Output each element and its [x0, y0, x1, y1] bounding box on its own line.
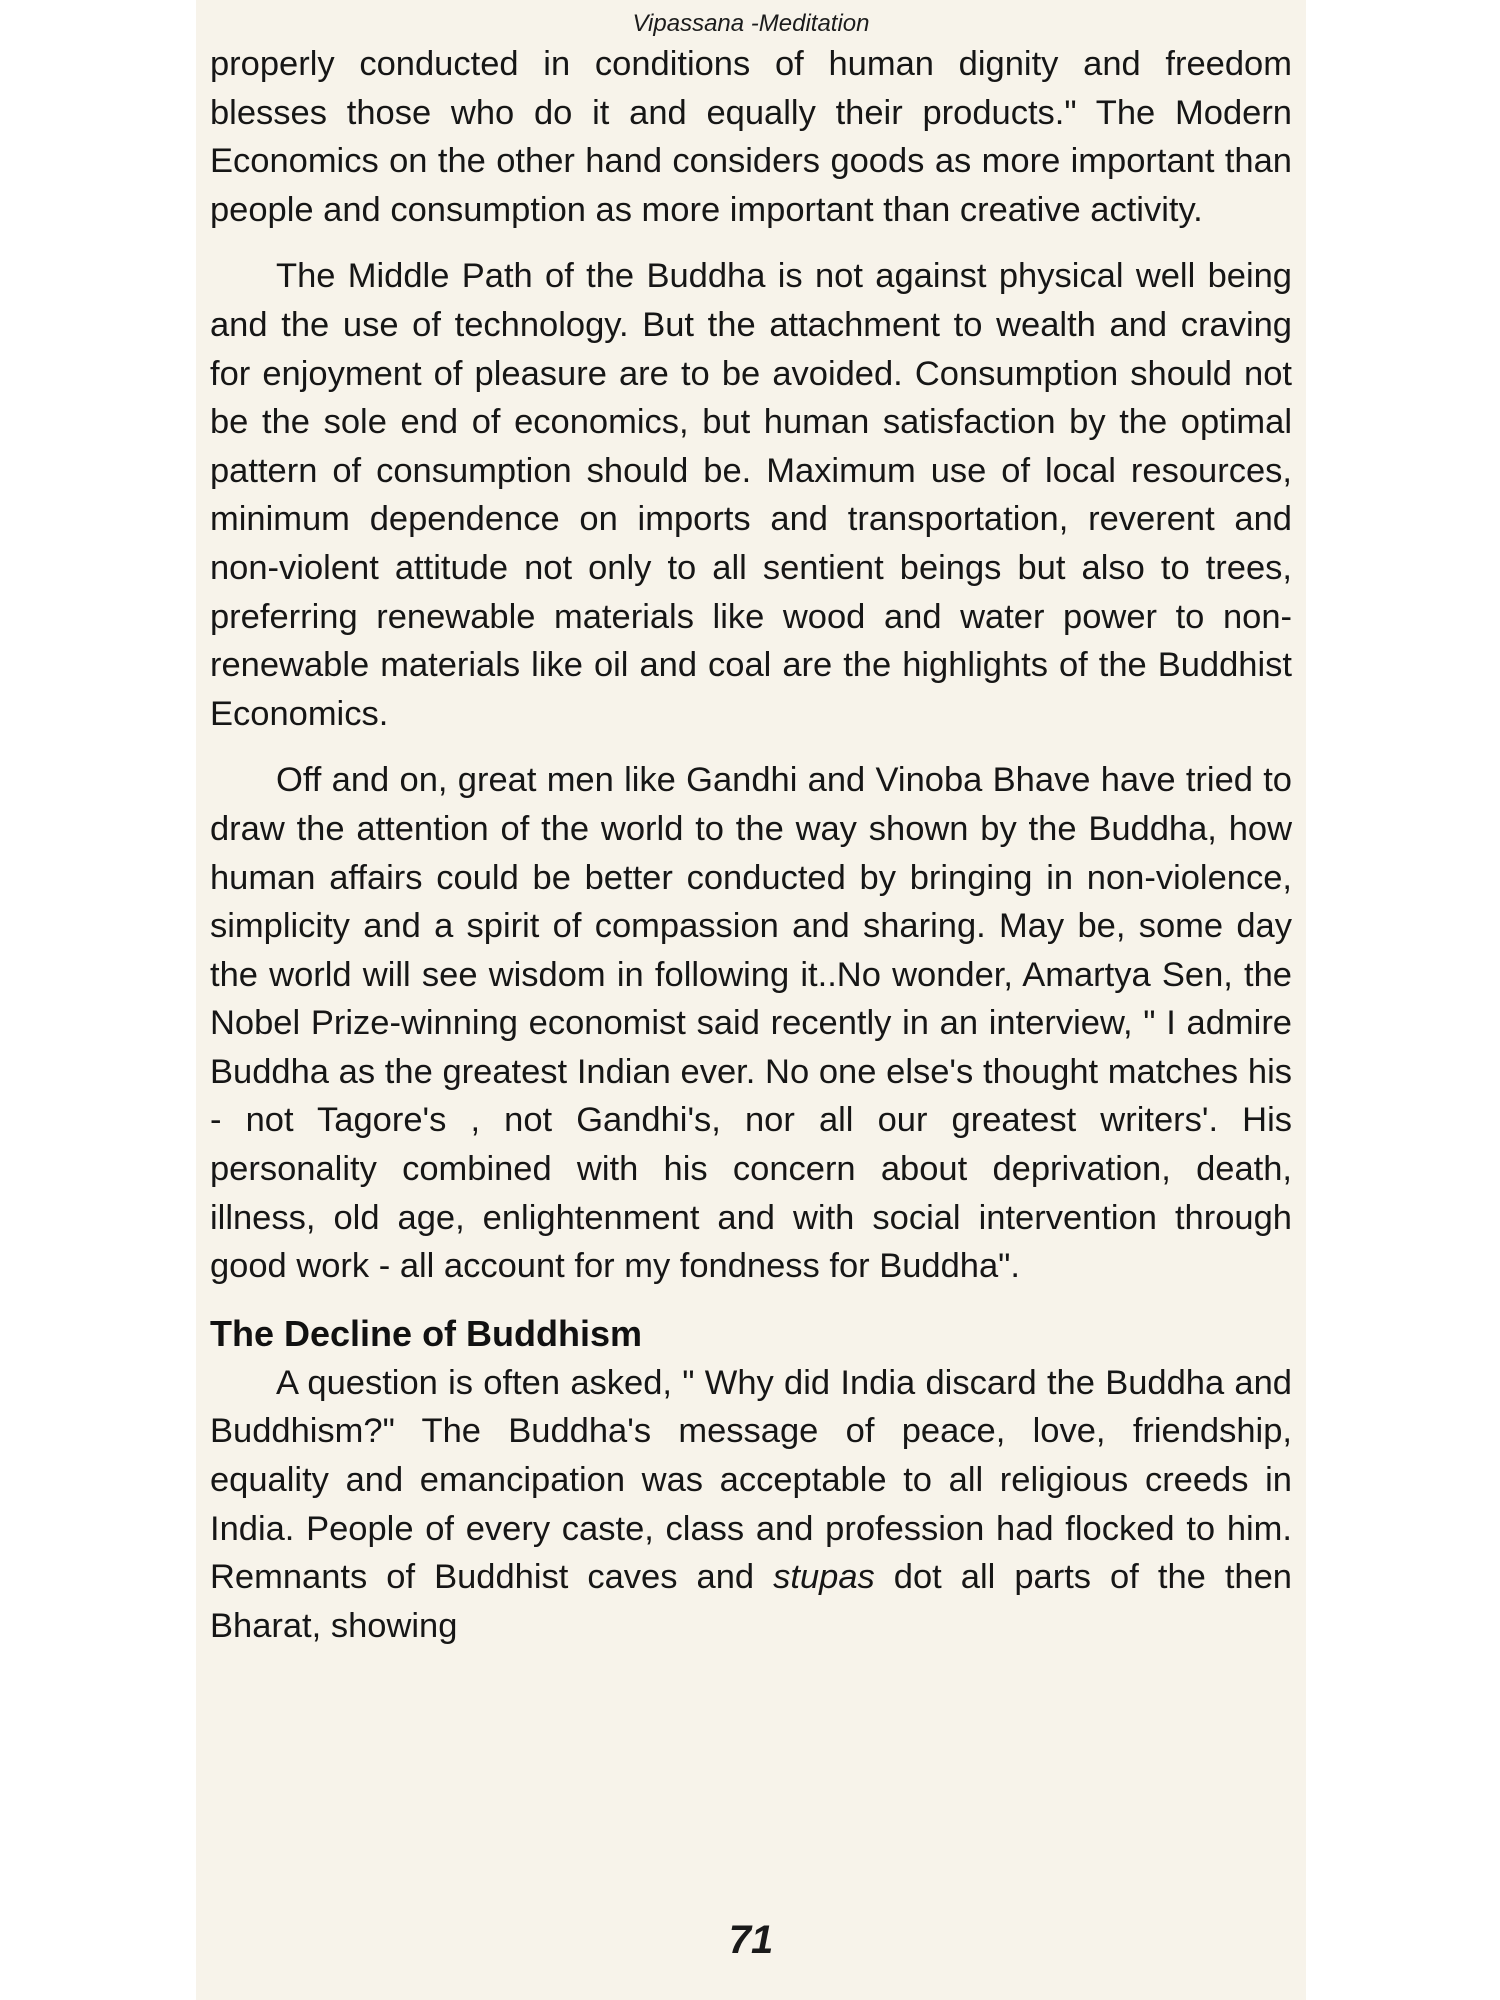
- paragraph-3: Off and on, great men like Gandhi and Vinoba Bhave have tried to draw the attention of the world to the way shown by the Buddha, how human affairs could be better conducted by bringing in non-violence, simplicity and a spirit of compassion and sharing. May be, some day the world will see wisdom in following it..No wonder, Amartya Sen, the Nobel Prize-winning economist said recently in an interview, " I admire Buddha as the greatest Indian ever. No one else's thought matches his - not Tagore's , not Gandhi's, nor all our greatest writers'. His personality combined with his concern about deprivation, death, illness, old age, enlightenment and with social intervention through good work - all account for my fondness for Buddha".: [210, 761, 1292, 1286]
- paragraph-1: properly conducted in conditions of human dignity and freedom blesses those who do it and equally their products." The Modern Economics on the other hand considers goods as more important than people and consumption as more important than creative activity.: [210, 45, 1292, 229]
- page-number: 71: [728, 1918, 774, 1962]
- paragraph-4-start: A question is often asked, " Why did India discard the Buddha and Buddhism?" The Buddha's message of peace, love, friendship, equality and emancipation was acceptable to all religious creeds in India. People of every caste, class and profession had flocked to him. Remnants of Buddhist caves and: [210, 1363, 1292, 1597]
- book-page: [196, 0, 1306, 2000]
- paragraph-4-italic-term: stupas: [773, 1558, 875, 1597]
- running-header: Vipassana -Meditation: [632, 10, 870, 37]
- body-text: [210, 40, 1292, 1650]
- paragraph-2: The Middle Path of the Buddha is not against physical well being and the use of technology. But the attachment to wealth and craving for enjoyment of pleasure are to be avoided. Consumption should not be the sole end of economics, but human satisfaction by the optimal pattern of consumption should be. Maximum use of local resources, minimum dependence on imports and transportation, reverent and non-violent attitude not only to all sentient beings but also to trees, preferring renewable materials like wood and water power to non-renewable materials like oil and coal are the highlights of the Buddhist Economics.: [210, 257, 1292, 733]
- paragraph-4-end: dot all parts of the then Bharat, showing: [210, 1558, 1292, 1645]
- section-heading: The Decline of Buddhism: [210, 1312, 643, 1354]
- paragraph-4: [210, 1359, 1292, 1651]
